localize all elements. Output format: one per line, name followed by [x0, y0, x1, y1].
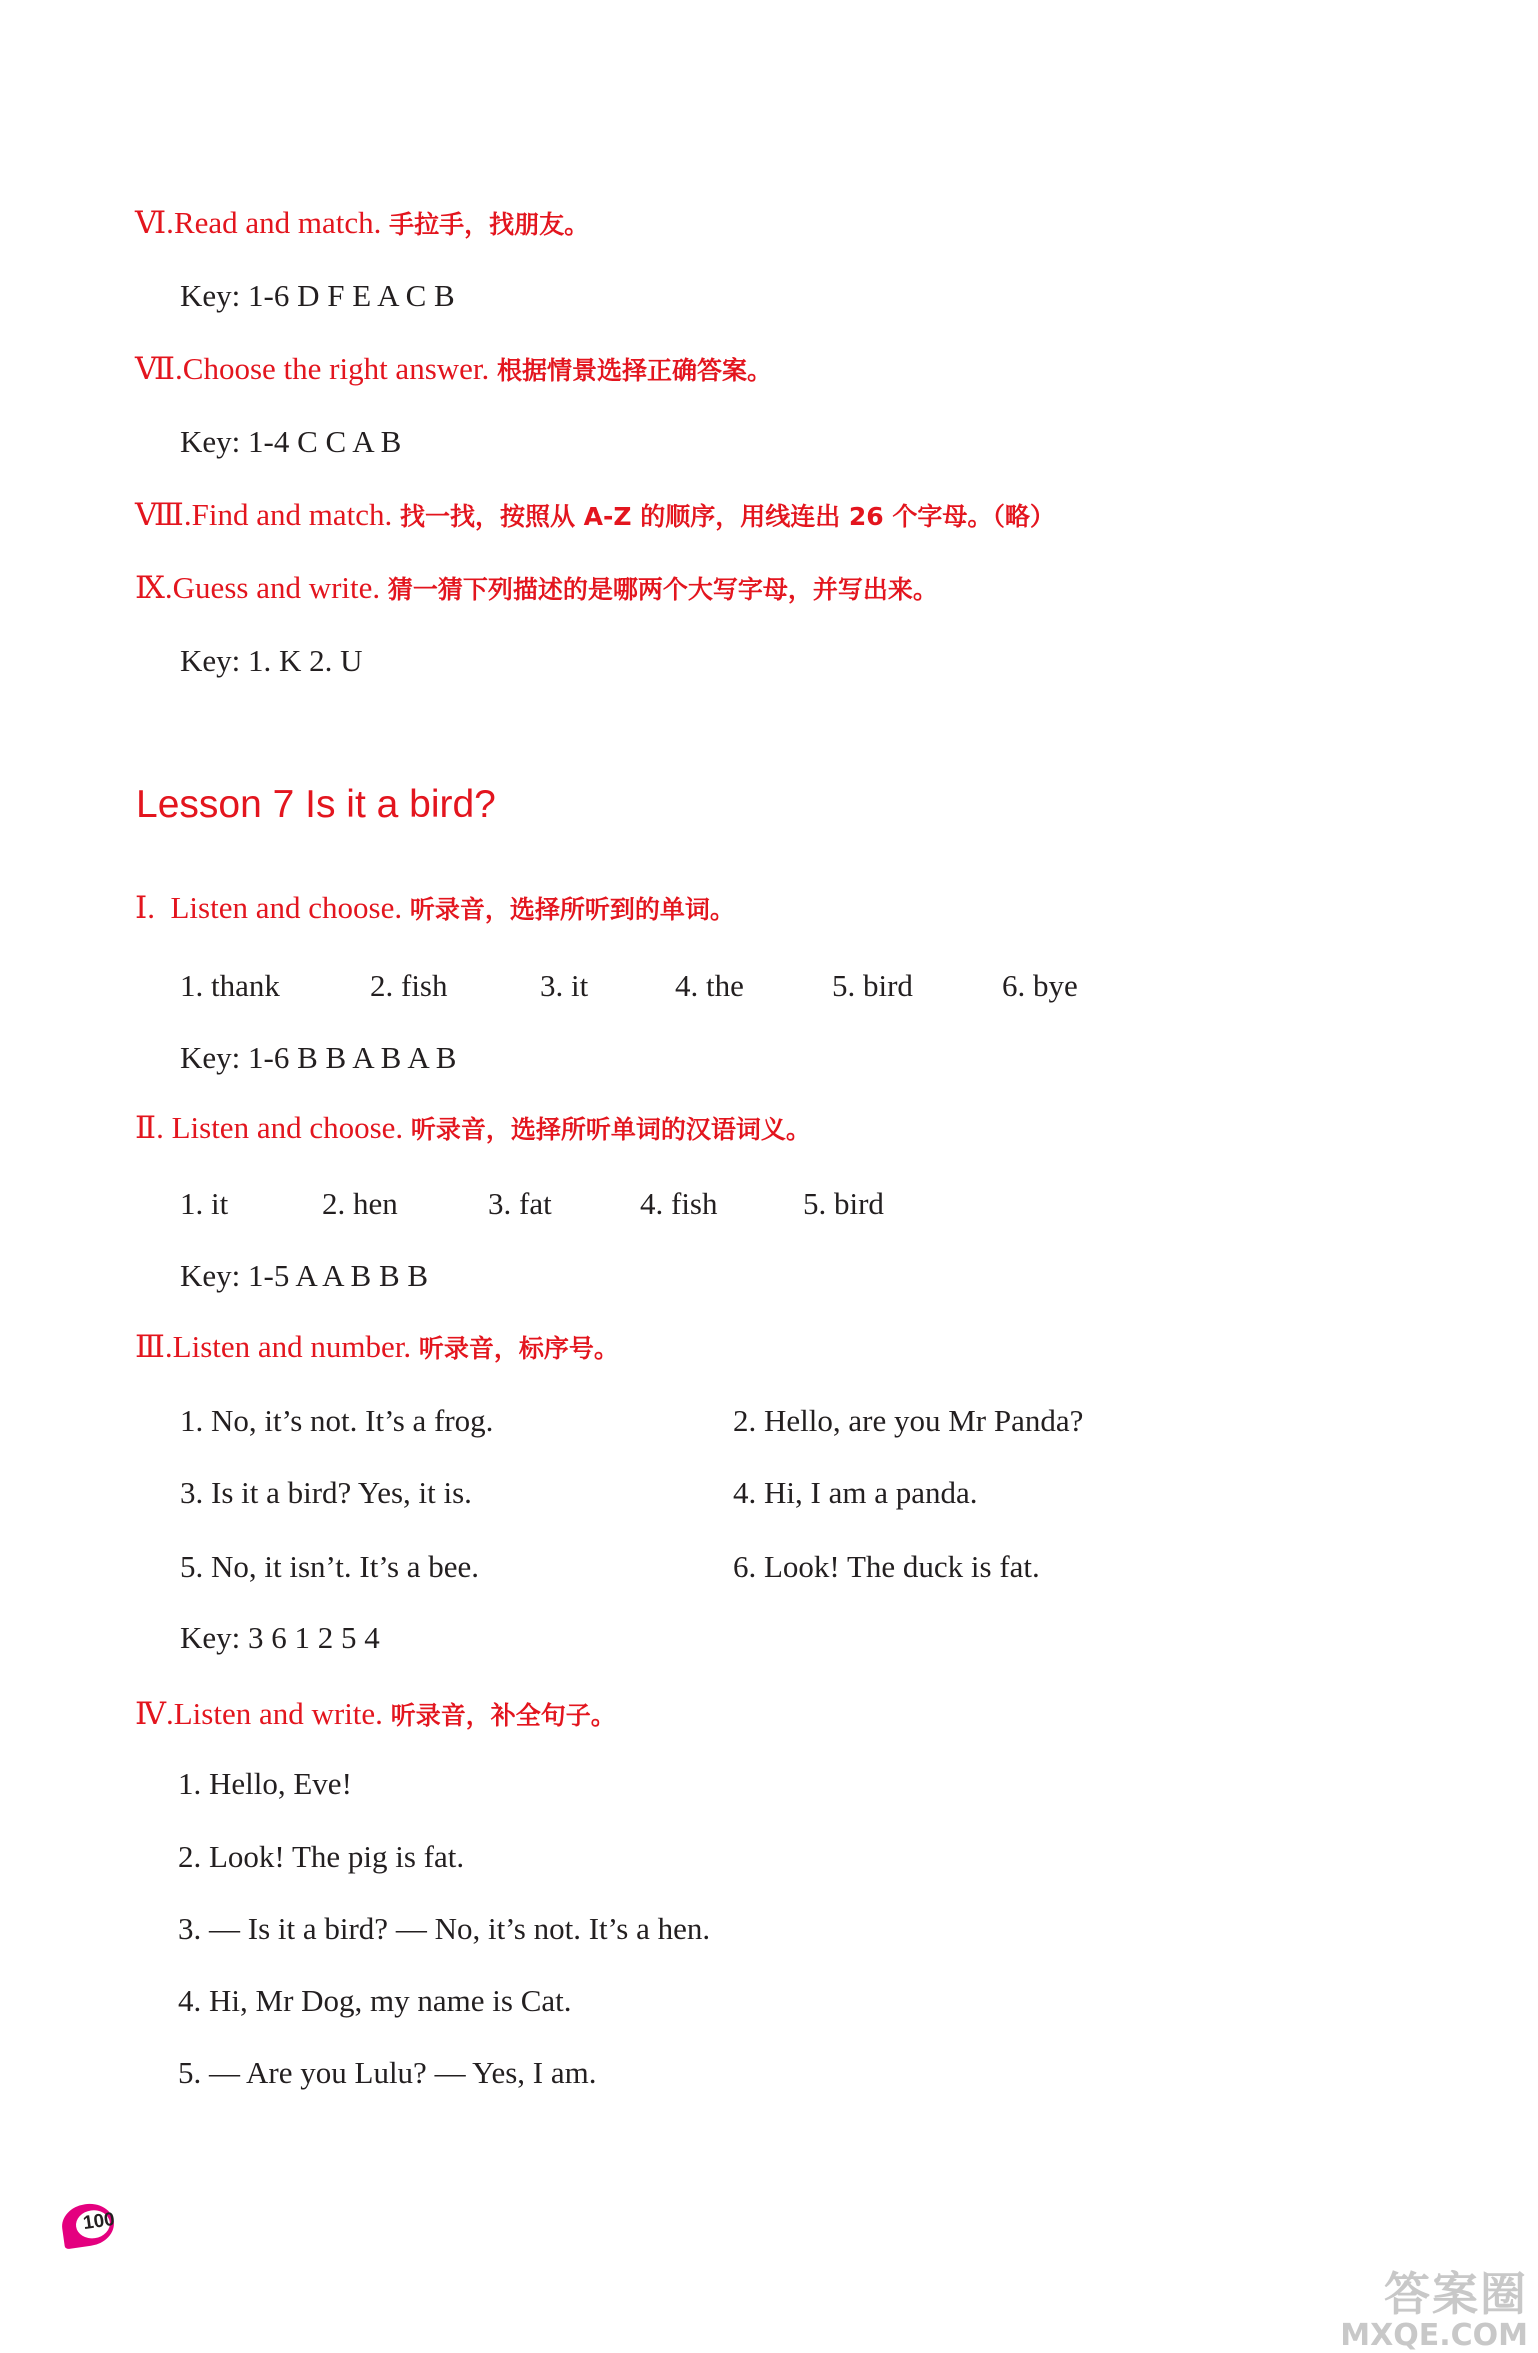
section-9-heading: Ⅸ.Guess and write. 猜一猜下列描述的是哪两个大写字母，并写出来。: [135, 570, 938, 605]
sentence-item: 4. Hi, I am a panda.: [733, 1475, 978, 1510]
sentence-item: 1. No, it’s not. It’s a frog.: [180, 1403, 494, 1438]
section-6-key: Key: 1-6 D F E A C B: [180, 278, 455, 313]
answer-line: 3. — Is it a bird? — No, it’s not. It’s a hen.: [178, 1911, 711, 1946]
lesson-section-1-heading: Ⅰ. Listen and choose. 听录音，选择所听到的单词。: [135, 890, 735, 925]
lesson-section-3-key: Key: 3 6 1 2 5 4: [180, 1620, 380, 1655]
answer-line: 4. Hi, Mr Dog, my name is Cat.: [178, 1983, 572, 2018]
section-7-heading: Ⅶ.Choose the right answer. 根据情景选择正确答案。: [135, 351, 773, 386]
section-8-heading: Ⅷ.Find and match. 找一找，按照从 A-Z 的顺序，用线连出 26 个字母。（略）: [135, 497, 1055, 532]
word-option: 3. fat: [488, 1186, 552, 1221]
word-option: 4. fish: [640, 1186, 718, 1221]
page-number: 100: [81, 2208, 117, 2235]
section-7-key: Key: 1-4 C C A B: [180, 424, 402, 459]
lesson-section-1-key: Key: 1-6 B B A B A B: [180, 1040, 457, 1075]
section-9-key: Key: 1. K 2. U: [180, 643, 363, 678]
word-option: 2. fish: [370, 968, 448, 1003]
lesson-section-2-key: Key: 1-5 A A B B B: [180, 1258, 429, 1293]
watermark-logo: [1340, 2258, 1528, 2353]
sentence-item: 2. Hello, are you Mr Panda?: [733, 1403, 1084, 1438]
word-option: 2. hen: [322, 1186, 398, 1221]
word-option: 1. thank: [180, 968, 280, 1003]
lesson-section-3-heading: Ⅲ.Listen and number. 听录音，标序号。: [135, 1329, 619, 1364]
sentence-item: 3. Is it a bird? Yes, it is.: [180, 1475, 472, 1510]
word-option: 6. bye: [1002, 968, 1078, 1003]
sentence-item: 5. No, it isn’t. It’s a bee.: [180, 1549, 480, 1584]
lesson-section-4-heading: Ⅳ.Listen and write. 听录音，补全句子。: [135, 1696, 616, 1731]
word-option: 5. bird: [803, 1186, 884, 1221]
answer-line: 5. — Are you Lulu? — Yes, I am.: [178, 2055, 597, 2090]
section-6-heading: Ⅵ.Read and match. 手拉手，找朋友。: [135, 205, 590, 240]
word-option: 1. it: [180, 1186, 229, 1221]
lesson-title: Lesson 7 Is it a bird?: [136, 783, 496, 826]
sentence-item: 6. Look! The duck is fat.: [733, 1549, 1040, 1584]
answer-line: 2. Look! The pig is fat.: [178, 1839, 465, 1874]
word-option: 5. bird: [832, 968, 913, 1003]
word-option: 4. the: [675, 968, 744, 1003]
watermark-url: MXQE.COM: [1340, 2318, 1528, 2353]
word-option: 3. it: [540, 968, 589, 1003]
lesson-section-2-heading: Ⅱ. Listen and choose. 听录音，选择所听单词的汉语词义。: [135, 1110, 811, 1145]
watermark-text: 答案圈: [1384, 2267, 1528, 2321]
answer-line: 1. Hello, Eve!: [178, 1766, 352, 1801]
